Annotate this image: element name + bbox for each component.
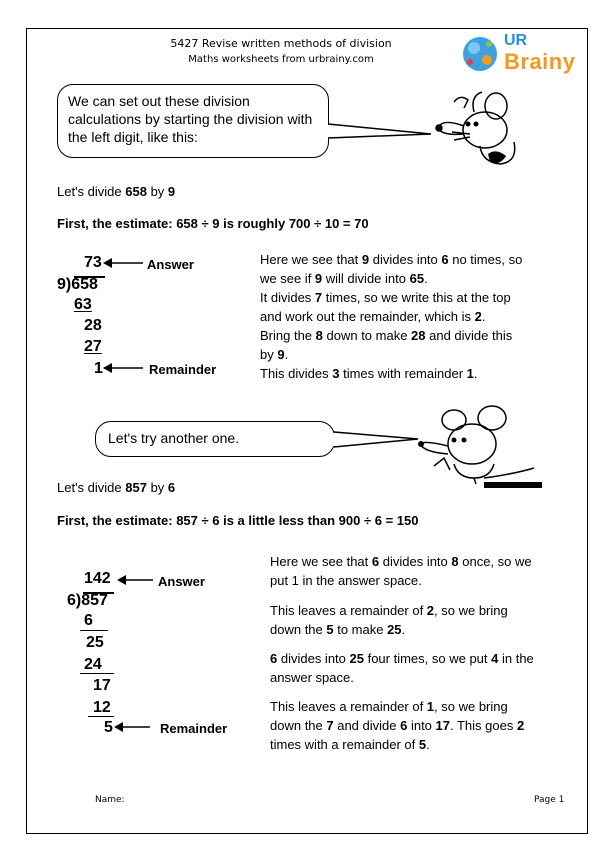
- ex2-para-1: Here we see that 6 divides into 8 once, so we put 1 in the answer space.: [270, 554, 532, 588]
- bubble-intro-text: We can set out these division calculations by starting the division with the left digit, like this:: [68, 93, 313, 145]
- ex2-para-4: This leaves a remainder of 1, so we bring down the 7 and divide 6 into 17. This goes 2 times with a remainder of 5.: [270, 699, 525, 752]
- ex2-answer-digits: 142: [84, 570, 111, 587]
- ex2-bracket: [67, 592, 108, 610]
- worksheet-title: 5427 Revise written methods of division: [170, 37, 392, 50]
- ex2-step3: 24: [84, 656, 102, 673]
- ex2-dividend: 857: [125, 480, 147, 495]
- ex2-intro-a: Let's divide: [57, 480, 126, 495]
- ex1-explain-line: by 9.: [260, 347, 289, 362]
- ex1-explain-line: we see if 9 will divide into 65.: [260, 271, 428, 286]
- ex2-intro-b: by: [146, 480, 168, 495]
- ex1-dividend: 658: [125, 184, 147, 199]
- ex1-explanation: [260, 250, 560, 383]
- ex2-line1: [80, 630, 108, 631]
- ex1-remainder-label: Remainder: [149, 362, 217, 377]
- ex1-answer-arrow-icon: [103, 256, 143, 270]
- ex1-remainder-digit: 1: [94, 360, 103, 377]
- ex1-step2: 28: [84, 317, 102, 334]
- ex2-para-2: This leaves a remainder of 2, so we bring down the 5 to make 25.: [270, 603, 508, 637]
- ex1-explain-line: It divides 7 times, so we write this at the top: [260, 290, 511, 305]
- ex1-step3: 27: [84, 338, 102, 355]
- ex1-intro-a: Let's divide: [57, 184, 126, 199]
- ex1-remainder-arrow-icon: [103, 361, 143, 375]
- ex2-remainder-arrow-icon: [114, 720, 150, 734]
- ex2-line2: [80, 673, 114, 674]
- ex1-explain-line: Here we see that 9 divides into 6 no times, so: [260, 252, 523, 267]
- ex2-step5: 12: [93, 699, 111, 716]
- ex1-estimate: First, the estimate: 658 ÷ 9 is roughly 700 ÷ 10 = 70: [57, 216, 369, 231]
- bubble2-tail: [332, 429, 422, 453]
- ex1-intro-b: by: [146, 184, 168, 199]
- ex1-step1: 63: [74, 296, 92, 313]
- worksheet-subtitle: Maths worksheets from urbrainy.com: [188, 54, 374, 65]
- ex2-bracket-text: 6)857: [67, 592, 108, 609]
- ex2-intro: [57, 479, 175, 496]
- ex2-remainder-digit: 5: [104, 719, 113, 736]
- ex1-bracket-text: 9)658: [57, 276, 98, 293]
- name-label: Name:: [95, 795, 125, 805]
- globe-icon: [460, 32, 500, 76]
- ex2-division-bar: [83, 592, 114, 594]
- ex1-explain-line: and work out the remainder, which is 2.: [260, 309, 486, 324]
- ex1-intro: [57, 183, 175, 200]
- ex2-estimate: First, the estimate: 857 ÷ 6 is a little less than 900 ÷ 6 = 150: [57, 513, 419, 528]
- ex2-divisor: 6: [167, 480, 176, 495]
- ex2-step2: 25: [86, 634, 104, 651]
- ex1-answer-digits: 73: [84, 254, 102, 271]
- ex2-step1: 6: [84, 612, 93, 629]
- ex1-division-bar: [74, 276, 105, 278]
- ex1-explain-line: Bring the 8 down to make 28 and divide this: [260, 328, 513, 343]
- ex1-answer-label: Answer: [147, 257, 194, 272]
- logo-text-brainy: Brainy: [504, 49, 576, 74]
- logo-text-ur: UR: [504, 32, 528, 49]
- speech-bubble-intro: [57, 84, 329, 158]
- mouse-over-wall-icon: [414, 404, 544, 490]
- urbrainy-logo: [460, 30, 580, 80]
- ex2-remainder-label: Remainder: [160, 721, 228, 736]
- bubble-tail: [326, 120, 436, 150]
- mouse-pointing-icon: [430, 82, 530, 167]
- ex1-explain-line: This divides 3 times with remainder 1.: [260, 366, 478, 381]
- ex1-divisor: 9: [167, 184, 176, 199]
- ex2-line3: [88, 716, 114, 717]
- ex2-answer-arrow-icon: [117, 573, 153, 587]
- bubble-another-text: Let's try another one.: [108, 430, 240, 446]
- ex2-step4: 17: [93, 677, 111, 694]
- ex2-para-3: 6 divides into 25 four times, so we put 4 in the answer space.: [270, 651, 534, 685]
- ex2-answer-label: Answer: [158, 574, 205, 589]
- speech-bubble-another: [95, 421, 335, 457]
- ex1-bracket: [57, 276, 98, 294]
- page-number: Page 1: [534, 795, 565, 805]
